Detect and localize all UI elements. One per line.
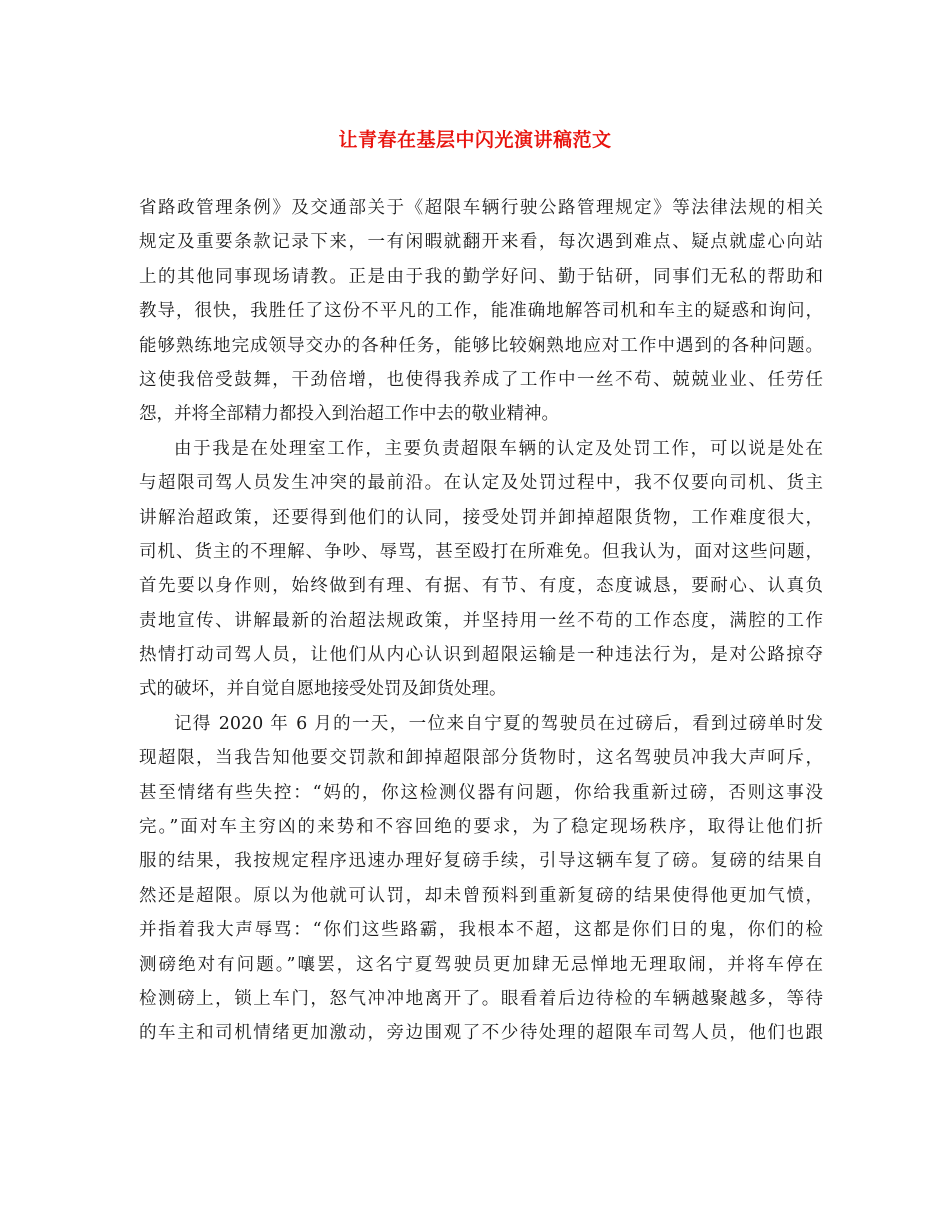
text-line: 与超限司驾人员发生冲突的最前沿。在认定及处罚过程中，我不仅要向司机、货主 bbox=[139, 473, 823, 494]
text-line: 式的破坏，并自觉自愿地接受处罚及卸货处理。 bbox=[139, 679, 507, 700]
text-line: 热情打动司驾人员，让他们从内心认识到超限运输是一种违法行为，是对公路掠夺 bbox=[139, 645, 823, 666]
document-title: 让青春在基层中闪光演讲稿范文 bbox=[338, 129, 612, 151]
paragraph-first-line: 由于我是在处理室工作，主要负责超限车辆的认定及处罚工作，可以说是处在 bbox=[174, 438, 823, 459]
text-line: 的车主和司机情绪更加激动，旁边围观了不少待处理的超限车司驾人员，他们也跟 bbox=[139, 1023, 823, 1044]
text-line: 规定及重要条款记录下来，一有闲暇就翻开来看，每次遇到难点、疑点就虚心向站 bbox=[139, 232, 823, 253]
text-line: 测磅绝对有问题。”嚷罢，这名宁夏驾驶员更加肆无忌惮地无理取闹，并将车停在 bbox=[139, 954, 823, 975]
text-line: 教导，很快，我胜任了这份不平凡的工作，能准确地解答司机和车主的疑惑和询问， bbox=[139, 301, 823, 322]
text-line: 首先要以身作则，始终做到有理、有据、有节、有度，态度诚恳，要耐心、认真负 bbox=[139, 576, 823, 597]
paragraph-first-line: 记得 2020 年 6 月的一天，一位来自宁夏的驾驶员在过磅后，看到过磅单时发 bbox=[174, 713, 823, 734]
text-line: 现超限，当我告知他要交罚款和卸掉超限部分货物时，这名驾驶员冲我大声呵斥， bbox=[139, 748, 823, 769]
text-line: 这使我倍受鼓舞，干劲倍增，也使得我养成了工作中一丝不苟、兢兢业业、任劳任 bbox=[139, 369, 823, 390]
text-line: 省路政管理条例》及交通部关于《超限车辆行驶公路管理规定》等法律法规的相关 bbox=[139, 198, 823, 218]
document-body bbox=[139, 191, 823, 1051]
text-line: 讲解治超政策，还要得到他们的认同，接受处罚并卸掉超限货物，工作难度很大， bbox=[139, 507, 823, 528]
text-line: 能够熟练地完成领导交办的各种任务，能够比较娴熟地应对工作中遇到的各种问题。 bbox=[139, 335, 823, 356]
text-line: 责地宣传、讲解最新的治超法规政策，并坚持用一丝不苟的工作态度，满腔的工作 bbox=[139, 610, 823, 631]
text-line: 上的其他同事现场请教。正是由于我的勤学好问、勤于钻研，同事们无私的帮助和 bbox=[139, 266, 823, 287]
text-line: 甚至情绪有些失控：“妈的，你这检测仪器有问题，你给我重新过磅，否则这事没 bbox=[139, 782, 823, 803]
text-line: 检测磅上，锁上车门，怒气冲冲地离开了。眼看着后边待检的车辆越聚越多，等待 bbox=[139, 988, 823, 1009]
text-line: 并指着我大声辱骂：“你们这些路霸，我根本不超，这都是你们日的鬼，你们的检 bbox=[139, 920, 823, 941]
text-line: 完。”面对车主穷凶的来势和不容回绝的要求，为了稳定现场秩序，取得让他们折 bbox=[139, 817, 823, 838]
text-line: 服的结果，我按规定程序迅速办理好复磅手续，引导这辆车复了磅。复磅的结果自 bbox=[139, 851, 823, 872]
text-line: 怨，并将全部精力都投入到治超工作中去的敬业精神。 bbox=[139, 404, 559, 425]
text-line: 司机、货主的不理解、争吵、辱骂，甚至殴打在所难免。但我认为，面对这些问题， bbox=[139, 541, 823, 562]
text-line: 然还是超限。原以为他就可认罚，却未曾预料到重新复磅的结果使得他更加气愤， bbox=[139, 885, 823, 906]
